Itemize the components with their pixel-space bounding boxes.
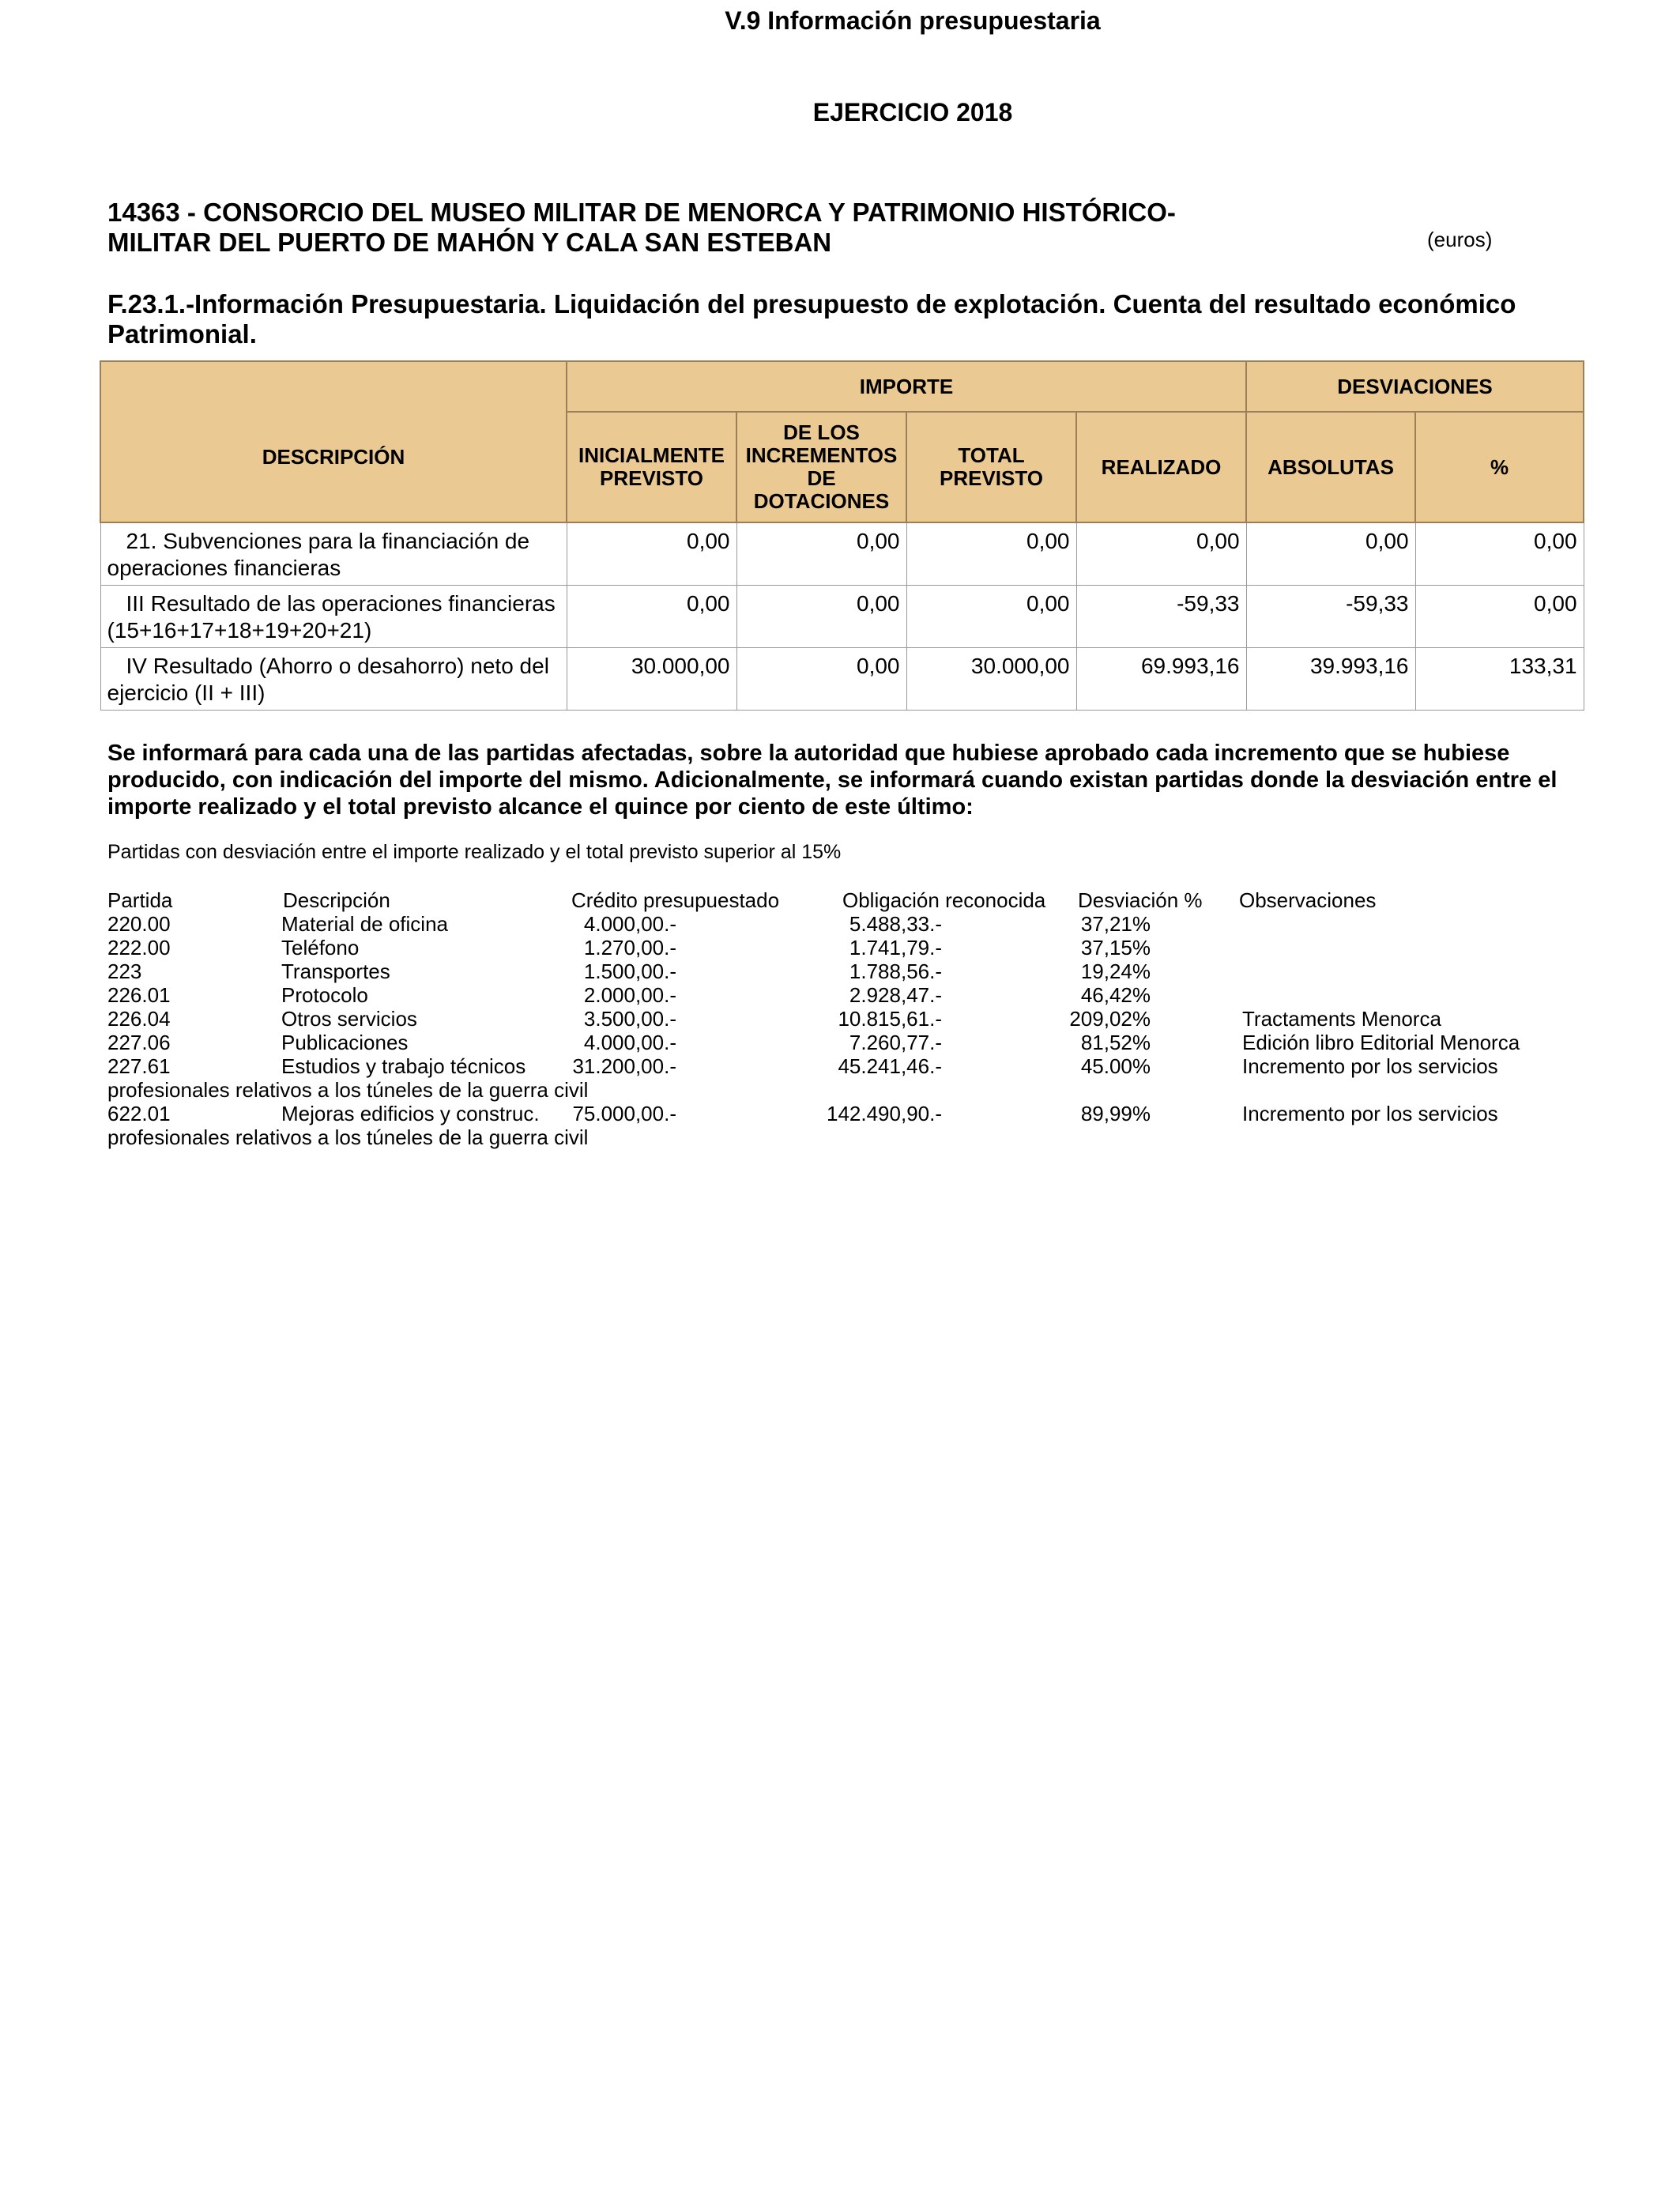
cell-absolutas: -59,33 <box>1246 586 1415 648</box>
listing-cell-descripcion: Protocolo <box>281 983 368 1007</box>
table-row <box>100 586 1584 648</box>
row-description: IV Resultado (Ahorro o desahorro) neto del ejercicio (II + III) <box>100 648 567 711</box>
listing-cell-obligacion: 2.928,47.- <box>849 983 942 1007</box>
listing-cell-credito: 31.200,00.- <box>572 1054 676 1078</box>
listing-cell-descripcion: Teléfono <box>281 936 360 959</box>
listing-cell-descripcion: Material de oficina <box>281 912 448 936</box>
fiscal-year-heading: EJERCICIO 2018 <box>812 98 1013 126</box>
listing-cell-desviacion: 81,52% <box>1080 1031 1151 1054</box>
listing-cell-descripcion: Otros servicios <box>281 1007 417 1031</box>
listing-cell-partida: 227.06 <box>107 1031 171 1054</box>
listing-cell-observaciones: Incremento por los servicios <box>1242 1102 1498 1125</box>
listing-cell-partida: 227.61 <box>107 1054 171 1078</box>
deviation-listing <box>107 888 1593 1157</box>
table-row <box>100 522 1584 586</box>
listing-cell-partida: 220.00 <box>107 912 171 936</box>
listing-header-credito: Crédito presupuestado <box>571 888 780 912</box>
listing-cell-desviacion: 46,42% <box>1080 983 1151 1007</box>
listing-cell-desviacion: 209,02% <box>1069 1007 1151 1031</box>
currency-label: (euros) <box>1427 228 1493 251</box>
row-description: III Resultado de las operaciones financieras (15+16+17+18+19+20+21) <box>100 586 567 648</box>
budget-liquidation-table <box>100 360 1584 711</box>
cell-inicialmente: 30.000,00 <box>567 648 736 711</box>
listing-cell-partida: 226.04 <box>107 1007 171 1031</box>
cell-inicialmente: 0,00 <box>567 586 736 648</box>
row-description: 21. Subvenciones para la financiación de operaciones financieras <box>100 522 567 586</box>
header-realizado: REALIZADO <box>1076 412 1246 522</box>
header-incrementos-dotaciones: DE LOS INCREMENTOS DE DOTACIONES <box>736 412 906 522</box>
listing-cell-descripcion: Estudios y trabajo técnicos <box>281 1054 526 1078</box>
cell-total: 30.000,00 <box>906 648 1076 711</box>
listing-cell-partida: 622.01 <box>107 1102 171 1125</box>
listing-cell-obligacion: 1.741,79.- <box>849 936 942 959</box>
listing-cell-obligacion: 1.788,56.- <box>849 959 942 983</box>
header-group-importe: IMPORTE <box>567 361 1246 412</box>
listing-cell-descripcion: Transportes <box>281 959 390 983</box>
listing-cell-desviacion: 89,99% <box>1080 1102 1151 1125</box>
table-row <box>100 648 1584 711</box>
listing-cell-observaciones: Incremento por los servicios <box>1242 1054 1498 1078</box>
listing-cell-obligacion: 5.488,33.- <box>849 912 942 936</box>
listing-cell-descripcion: Mejoras edificios y construc. <box>281 1102 540 1125</box>
header-absolutas: ABSOLUTAS <box>1246 412 1415 522</box>
listing-cell-obligacion: 7.260,77.- <box>849 1031 942 1054</box>
listing-continuation: profesionales relativos a los túneles de la guerra civil <box>107 1125 589 1149</box>
listing-cell-credito: 1.500,00.- <box>583 959 676 983</box>
listing-cell-obligacion: 10.815,61.- <box>838 1007 942 1031</box>
cell-incrementos: 0,00 <box>736 648 906 711</box>
header-group-desviaciones: DESVIACIONES <box>1246 361 1584 412</box>
disclosure-note: Se informará para cada una de las partidas afectadas, sobre la autoridad que hubiese aprobado cada incremento que se hubiese producido, con indicación del importe del mismo. Adicionalmente, se informará cuando existan partidas donde la desviación entre el importe realizado y el total previsto alcance el quince por ciento de este último: <box>107 741 1558 820</box>
cell-absolutas: 39.993,16 <box>1246 648 1415 711</box>
header-total-previsto: TOTAL PREVISTO <box>906 412 1076 522</box>
header-percent: % <box>1415 412 1584 522</box>
header-descripcion: DESCRIPCIÓN <box>100 361 567 522</box>
listing-header-obligacion: Obligación reconocida <box>842 888 1046 912</box>
listing-cell-desviacion: 37,21% <box>1080 912 1151 936</box>
listing-cell-partida: 222.00 <box>107 936 171 959</box>
listing-cell-credito: 4.000,00.- <box>583 1031 676 1054</box>
listing-cell-credito: 4.000,00.- <box>583 912 676 936</box>
cell-absolutas: 0,00 <box>1246 522 1415 586</box>
listing-cell-observaciones: Tractaments Menorca <box>1242 1007 1441 1031</box>
listing-cell-credito: 3.500,00.- <box>583 1007 676 1031</box>
listing-cell-credito: 2.000,00.- <box>583 983 676 1007</box>
listing-cell-desviacion: 37,15% <box>1080 936 1151 959</box>
header-inicialmente-previsto: INICIALMENTE PREVISTO <box>567 412 736 522</box>
entity-heading <box>107 198 1451 258</box>
listing-cell-partida: 226.01 <box>107 983 171 1007</box>
cell-incrementos: 0,00 <box>736 586 906 648</box>
listing-cell-desviacion: 45.00% <box>1080 1054 1151 1078</box>
cell-total: 0,00 <box>906 522 1076 586</box>
cell-pct: 0,00 <box>1415 586 1584 648</box>
cell-pct: 133,31 <box>1415 648 1584 711</box>
listing-continuation: profesionales relativos a los túneles de la guerra civil <box>107 1078 589 1102</box>
listing-cell-desviacion: 19,24% <box>1080 959 1151 983</box>
entity-name-line-1: 14363 - CONSORCIO DEL MUSEO MILITAR DE MENORCA Y PATRIMONIO HISTÓRICO- <box>107 198 1176 227</box>
listing-cell-observaciones: Edición libro Editorial Menorca <box>1242 1031 1520 1054</box>
listing-cell-credito: 1.270,00.- <box>583 936 676 959</box>
cell-pct: 0,00 <box>1415 522 1584 586</box>
cell-realizado: 69.993,16 <box>1076 648 1246 711</box>
listing-cell-obligacion: 45.241,46.- <box>838 1054 942 1078</box>
listing-cell-descripcion: Publicaciones <box>281 1031 409 1054</box>
report-title: F.23.1.-Información Presupuestaria. Liquidación del presupuesto de explotación. Cuenta del resultado económico Patrimonial. <box>107 289 1516 349</box>
listing-header-observaciones: Observaciones <box>1239 888 1377 912</box>
listing-cell-credito: 75.000,00.- <box>572 1102 676 1125</box>
entity-name-line-2: MILITAR DEL PUERTO DE MAHÓN Y CALA SAN ESTEBAN <box>107 228 832 257</box>
listing-cell-obligacion: 142.490,90.- <box>826 1102 942 1125</box>
listing-header-desviacion: Desviación % <box>1078 888 1203 912</box>
cell-incrementos: 0,00 <box>736 522 906 586</box>
cell-total: 0,00 <box>906 586 1076 648</box>
listing-cell-partida: 223 <box>107 959 142 983</box>
deviation-subtitle: Partidas con desviación entre el importe realizado y el total previsto superior al 15% <box>107 841 842 863</box>
section-title: V.9 Información presupuestaria <box>725 6 1101 35</box>
cell-realizado: -59,33 <box>1076 586 1246 648</box>
cell-inicialmente: 0,00 <box>567 522 736 586</box>
listing-header-partida: Partida <box>107 888 173 912</box>
cell-realizado: 0,00 <box>1076 522 1246 586</box>
listing-header-descripcion: Descripción <box>283 888 390 912</box>
